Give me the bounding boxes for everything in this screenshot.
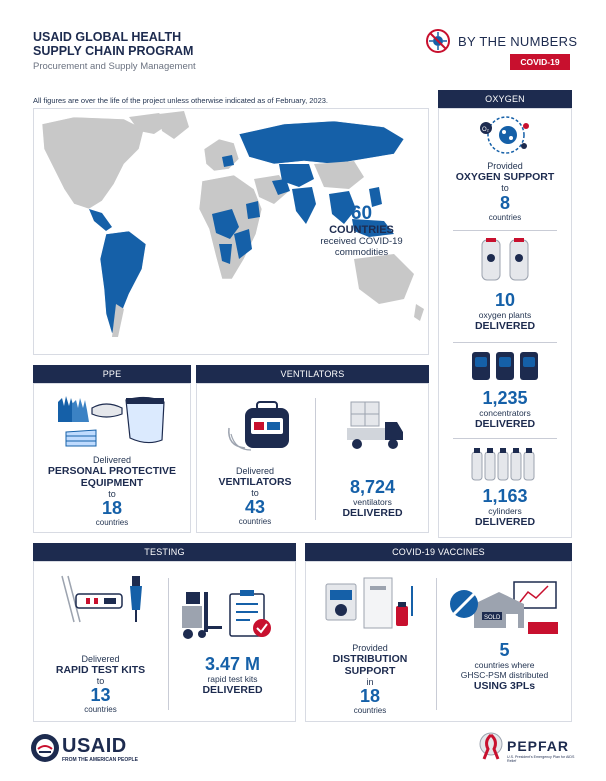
ventilators-units-status: DELIVERED: [342, 507, 403, 519]
oxygen-support-icon: [474, 114, 536, 156]
testing-count: 13: [90, 685, 111, 705]
truck-icon: [345, 400, 405, 452]
ppe-header: PPE: [33, 365, 191, 383]
vaccines-pre: Provided: [352, 643, 388, 653]
badge-title: BY THE NUMBERS: [458, 34, 578, 49]
oxygen-support-pre: Provided: [487, 161, 523, 171]
oxygen-divider-1: [453, 230, 557, 231]
testing-label: RAPID TEST KITS: [55, 664, 146, 676]
ventilators-header: VENTILATORS: [196, 365, 429, 383]
oxygen-concentrators-unit: concentrators: [479, 408, 531, 418]
program-title-line1: USAID GLOBAL HEALTH: [33, 30, 182, 44]
cylinder-icon: [470, 446, 540, 482]
oxygen-header: OXYGEN: [438, 90, 572, 108]
map-caption-2: commodities: [334, 247, 389, 258]
svg-text:SOLD: SOLD: [484, 615, 501, 621]
ppe-count: 18: [101, 498, 123, 518]
vaccines-3pl-line2: GHSC-PSM distributed: [460, 670, 549, 680]
vaccines-in: in: [366, 677, 374, 687]
vaccines-count: 18: [359, 686, 381, 706]
ventilators-units-label: ventilators: [353, 497, 392, 507]
oxygen-plants-status: DELIVERED: [474, 320, 536, 332]
testing-stat: [33, 654, 168, 714]
concentrator-icon: [470, 348, 540, 384]
usaid-tagline: FROM THE AMERICAN PEOPLE: [62, 757, 138, 763]
ventilators-units: [316, 478, 429, 519]
testing-pre: Delivered: [81, 654, 120, 664]
program-subtitle: Procurement and Supply Management: [33, 61, 196, 72]
ventilators-label: VENTILATORS: [218, 476, 292, 488]
oxygen-divider-3: [453, 438, 557, 439]
ppe-pre: Delivered: [92, 455, 132, 465]
testing-kits-status: DELIVERED: [202, 684, 263, 696]
vaccines-unit: countries: [353, 706, 387, 715]
testing-unit: countries: [84, 705, 117, 714]
oxygen-plants-unit: oxygen plants: [478, 310, 532, 320]
vaccines-3pl-line1: countries where: [474, 660, 535, 670]
ventilators-to: to: [251, 488, 259, 498]
oxygen-divider-2: [453, 342, 557, 343]
pepfar-ribbon-icon: [478, 731, 504, 763]
program-title-line2: SUPPLY CHAIN PROGRAM: [33, 44, 194, 58]
warehouse-icon: [444, 578, 562, 638]
vaccines-label-2: SUPPORT: [344, 665, 396, 677]
testing-header: TESTING: [33, 543, 296, 561]
ppe-stat: [33, 455, 191, 527]
virus-icon: [425, 28, 451, 54]
oxygen-cylinders-unit: cylinders: [488, 506, 522, 516]
ventilators-pre: Delivered: [235, 466, 275, 476]
map-caption-1: received COVID-19: [320, 236, 403, 247]
ventilators-count: 43: [244, 497, 266, 517]
ventilators-stat: [196, 466, 314, 526]
vaccines-header: COVID-19 VACCINES: [305, 543, 572, 561]
oxygen-cylinders-status: DELIVERED: [474, 516, 536, 528]
map-count: 60: [350, 203, 373, 224]
ppe-to: to: [108, 489, 116, 499]
oxygen-support-to: to: [501, 183, 509, 193]
testing-kits-label: rapid test kits: [207, 674, 258, 684]
ppe-icon: [52, 392, 172, 450]
map-panel: [33, 108, 429, 355]
usaid-wordmark: USAID: [62, 735, 127, 757]
oxygen-plants: [438, 290, 572, 332]
vaccines-3pl: [437, 641, 572, 692]
oxygen-support-count: 8: [499, 193, 510, 213]
testing-kits: [169, 655, 296, 696]
testing-kits-count: 3.47 M: [204, 654, 261, 674]
oxygen-support-label: OXYGEN SUPPORT: [455, 171, 555, 183]
test-kit-icon: [58, 574, 154, 624]
vaccines-label-1: DISTRIBUTION: [332, 653, 408, 665]
oxygen-cylinders-count: 1,163: [482, 486, 528, 506]
oxygen-concentrators-count: 1,235: [482, 388, 528, 408]
map-stat: [304, 204, 419, 258]
svg-text:O₂: O₂: [482, 127, 489, 133]
vaccine-distribution-icon: [322, 576, 422, 632]
vaccines-3pl-status: USING 3PLs: [473, 680, 536, 692]
ventilator-icon: [225, 398, 295, 454]
vaccines-stat: [305, 643, 435, 715]
oxygen-concentrators-status: DELIVERED: [474, 418, 536, 430]
project-note: All figures are over the life of the project unless otherwise indicated as of February, 2023.: [33, 96, 329, 105]
ventilators-units-count: 8,724: [349, 477, 396, 497]
oxygen-concentrators: [438, 388, 572, 430]
oxygen-plants-count: 10: [494, 290, 516, 310]
pepfar-wordmark: PEPFAR: [507, 738, 570, 754]
oxygen-support: [438, 161, 572, 222]
ventilators-unit: countries: [238, 517, 272, 526]
forklift-clipboard-icon: [180, 588, 276, 640]
vaccines-3pl-count: 5: [499, 640, 510, 660]
map-label: COUNTRIES: [329, 224, 394, 236]
usaid-seal-icon: [30, 733, 60, 763]
ppe-label-1: PERSONAL PROTECTIVE: [47, 465, 177, 477]
ppe-label-2: EQUIPMENT: [80, 477, 144, 489]
pepfar-tagline: U.S. President's Emergency Plan for AIDS Relief: [507, 755, 575, 763]
badge-tag: COVID-19: [510, 54, 570, 70]
oxygen-cylinders: [438, 486, 572, 528]
ppe-unit: countries: [95, 518, 129, 527]
program-title: [33, 30, 193, 58]
oxygen-support-unit: countries: [488, 213, 522, 222]
oxygen-plant-icon: [478, 236, 532, 286]
testing-to: to: [96, 676, 105, 686]
